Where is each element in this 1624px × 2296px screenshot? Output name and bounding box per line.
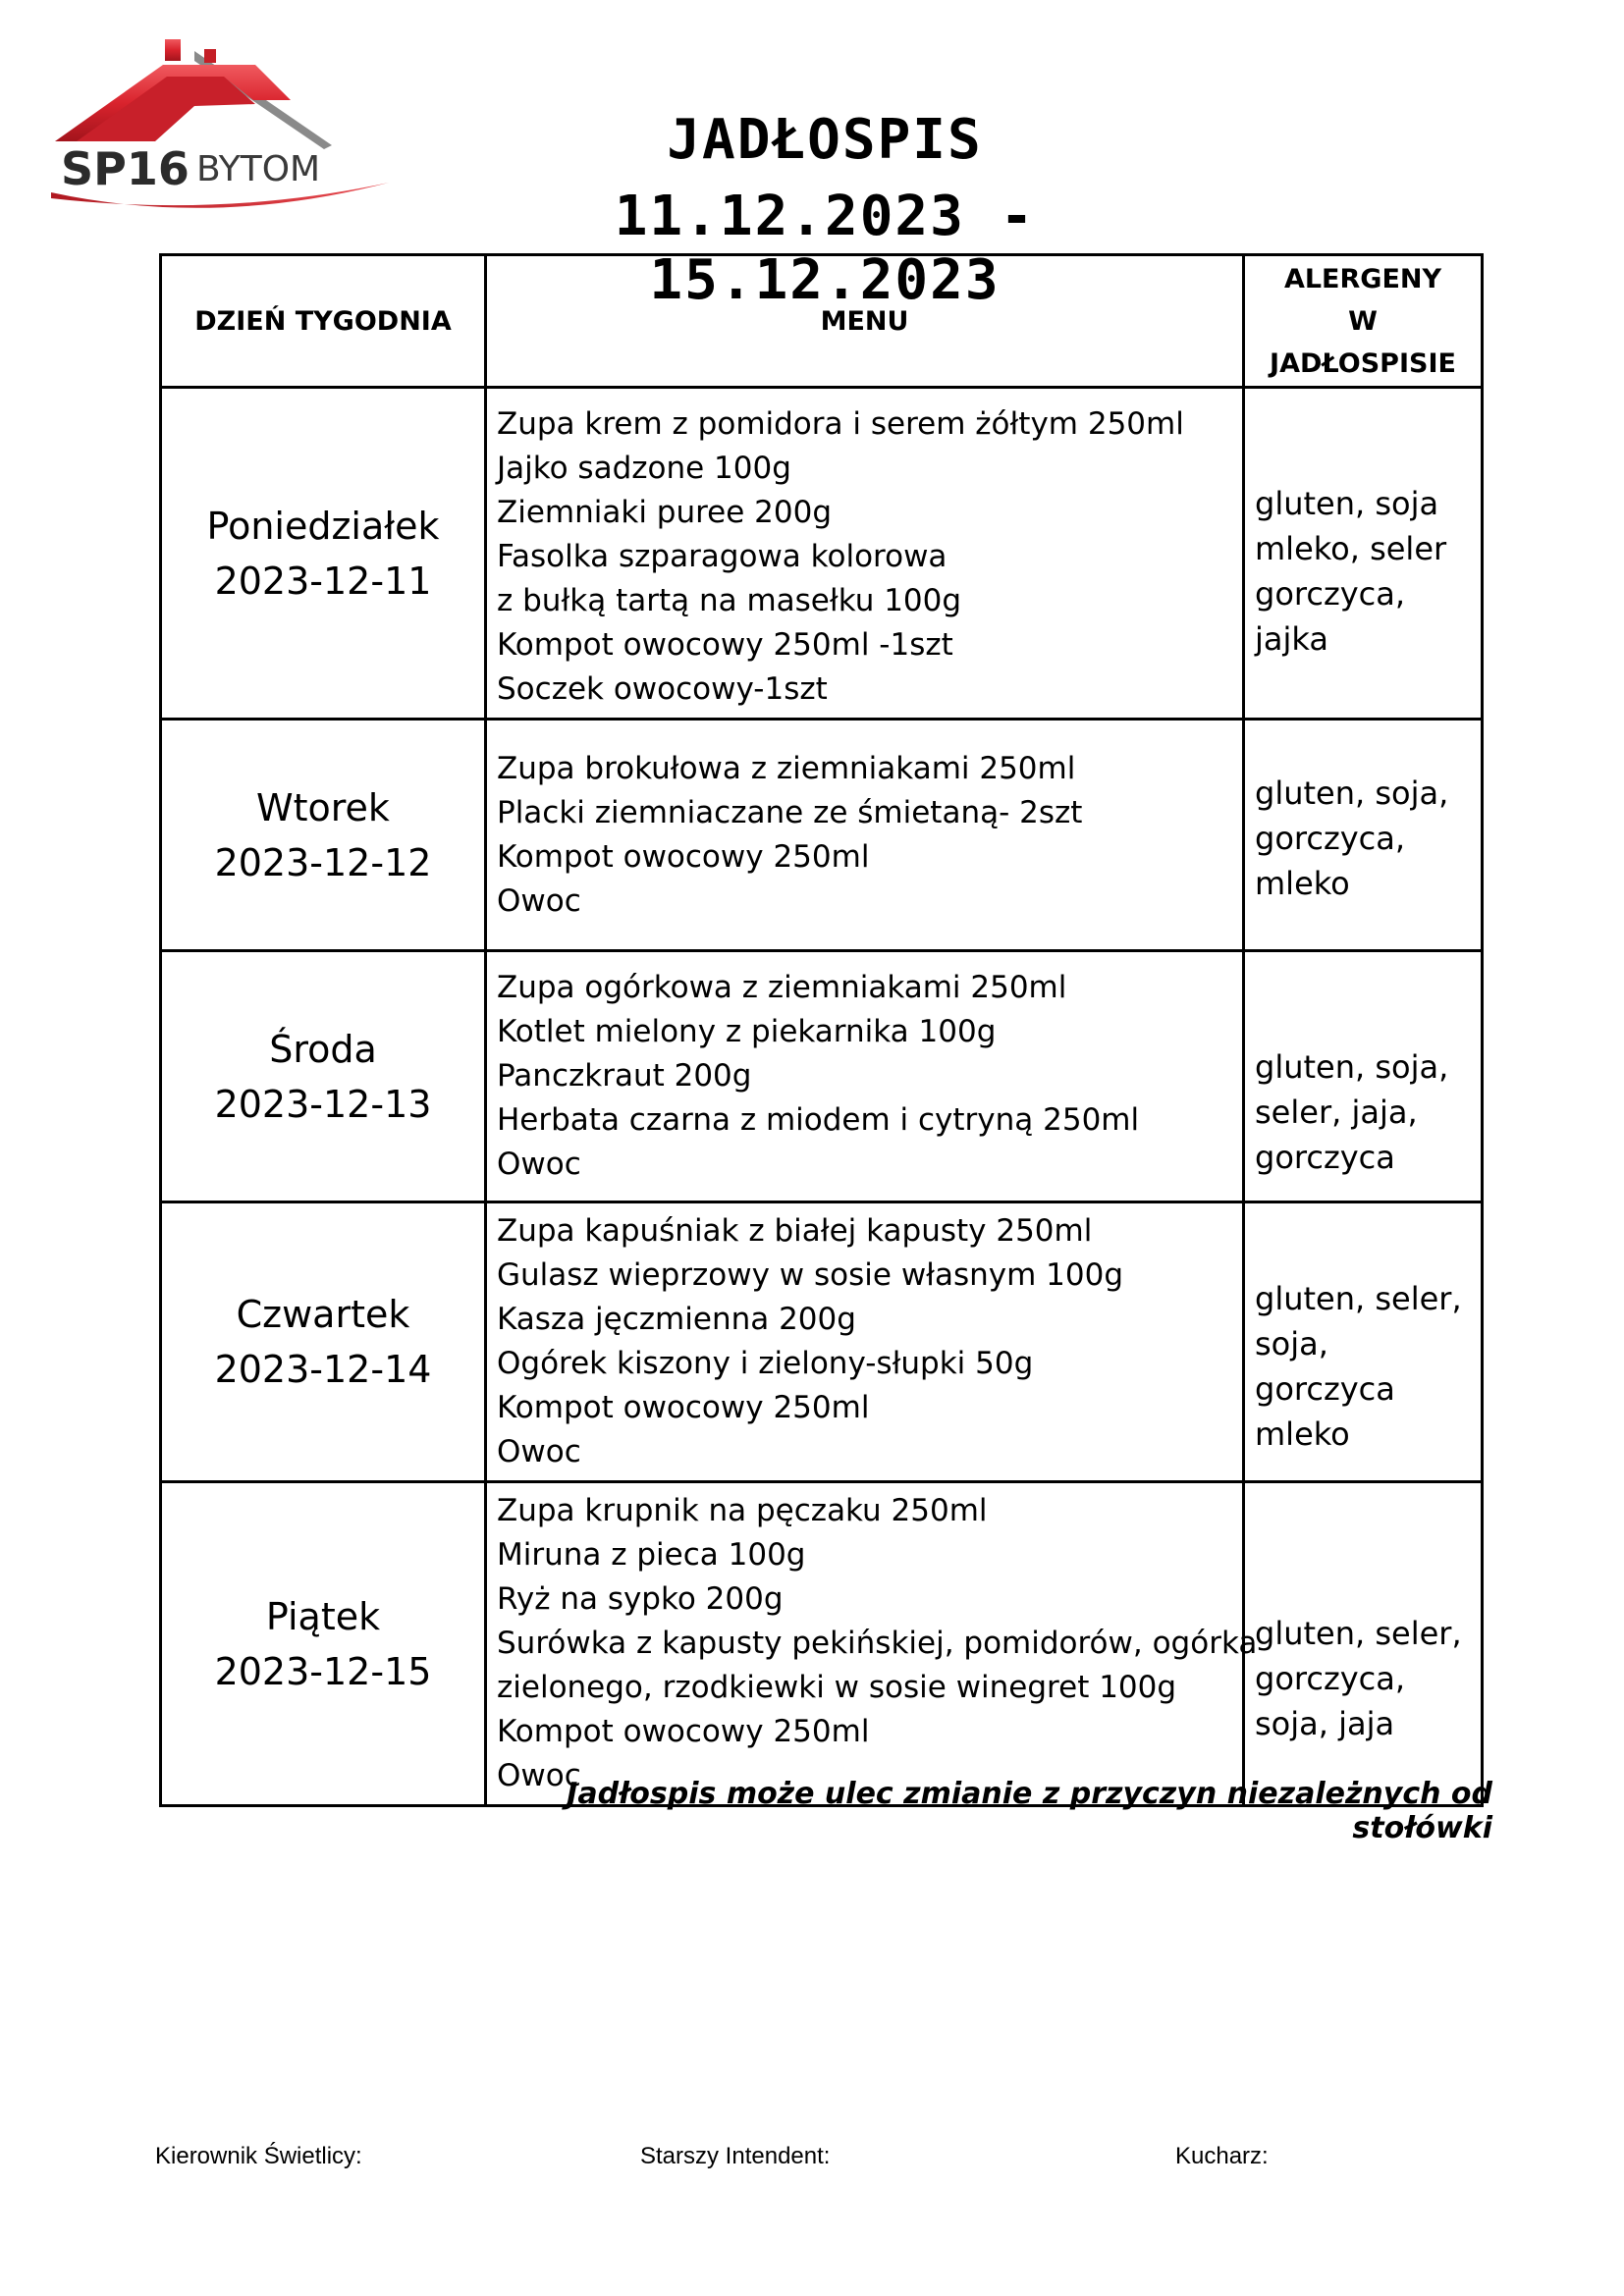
menu-cell <box>486 1202 1244 1482</box>
allergen-line: soja, <box>1255 1325 1328 1362</box>
allergen-line: mleko <box>1255 864 1350 902</box>
allergen-line: gluten, soja, <box>1255 774 1449 812</box>
allergens-cell <box>1244 388 1483 720</box>
table-row <box>161 1482 1483 1806</box>
menu-item: Owoc <box>497 1434 581 1469</box>
menu-item: Zupa krupnik na pęczaku 250ml <box>497 1493 988 1528</box>
menu-item: Miruna z pieca 100g <box>497 1537 806 1573</box>
menu-item: Herbata czarna z miodem i cytryną 250ml <box>497 1102 1140 1138</box>
allergens-cell <box>1244 720 1483 951</box>
disclaimer-note: Jadłospis może ulec zmianie z przyczyn niezależnych od stołówki <box>567 1777 1492 1845</box>
menu-item: Zupa ogórkowa z ziemniakami 250ml <box>497 970 1067 1005</box>
allergens-cell <box>1244 1202 1483 1482</box>
allergen-line: mleko, seler <box>1255 529 1447 567</box>
menu-item: Gulasz wieprzowy w sosie własnym 100g <box>497 1257 1124 1293</box>
day-name: Wtorek <box>256 785 390 829</box>
day-date: 2023-12-13 <box>214 1082 432 1126</box>
menu-item: Soczek owocowy-1szt <box>497 671 828 707</box>
table-row <box>161 951 1483 1202</box>
day-cell <box>161 1482 486 1806</box>
menu-cell <box>486 720 1244 951</box>
allergen-line: jajka <box>1255 619 1328 658</box>
day-cell <box>161 388 486 720</box>
menu-item: Ogórek kiszony i zielony-słupki 50g <box>497 1346 1034 1381</box>
menu-item: Owoc <box>497 882 581 919</box>
allergen-line: gorczyca, <box>1255 819 1406 857</box>
day-cell <box>161 951 486 1202</box>
allergen-line: gluten, seler, <box>1255 1280 1462 1317</box>
menu-item: Zupa krem z pomidora i serem żółtym 250ml <box>497 406 1184 442</box>
allergens-cell <box>1244 951 1483 1202</box>
header-allergens-line: JADŁOSPISIE <box>1270 347 1456 379</box>
menu-cell <box>486 388 1244 720</box>
day-name: Poniedziałek <box>206 504 440 548</box>
allergen-line: gorczyca <box>1255 1370 1395 1408</box>
menu-item: Kompot owocowy 250ml <box>497 1714 870 1749</box>
allergens-cell <box>1244 1482 1483 1806</box>
date-range: 11.12.2023 - 15.12.2023 <box>614 185 1036 312</box>
table-row <box>161 1202 1483 1482</box>
header-allergens <box>1244 255 1483 388</box>
menu-item: Owoc <box>497 1758 581 1793</box>
header-allergens-line: W <box>1348 305 1378 337</box>
menu-item: Zupa kapuśniak z białej kapusty 250ml <box>497 1213 1093 1249</box>
menu-cell <box>486 951 1244 1202</box>
menu-item: Panczkraut 200g <box>497 1058 752 1094</box>
signature-intendant: Starszy Intendent: <box>640 2143 831 2169</box>
header-day: DZIEŃ TYGODNIA <box>161 255 486 388</box>
menu-title: JADŁOSPIS <box>667 108 983 172</box>
day-name: Piątek <box>265 1594 381 1638</box>
day-cell <box>161 1202 486 1482</box>
allergen-line: seler, jaja, <box>1255 1093 1418 1131</box>
day-date: 2023-12-15 <box>214 1649 432 1693</box>
svg-text:BYTOM: BYTOM <box>196 149 321 189</box>
header-menu: MENU <box>486 255 1244 388</box>
menu-item: Kotlet mielony z piekarnika 100g <box>497 1014 997 1049</box>
menu-item: z bułką tartą na masełku 100g <box>497 583 962 618</box>
allergen-line: gluten, soja, <box>1255 1047 1449 1086</box>
menu-item: Kompot owocowy 250ml -1szt <box>497 627 953 663</box>
day-name: Czwartek <box>236 1293 410 1336</box>
menu-item: Placki ziemniaczane ze śmietaną- 2szt <box>497 794 1083 830</box>
header-allergens-line: ALERGENY <box>1283 263 1442 294</box>
allergen-line: gorczyca, <box>1255 1659 1406 1697</box>
menu-item: Surówka z kapusty pekińskiej, pomidorów, ogórka <box>497 1626 1258 1661</box>
table-header-row <box>161 255 1483 388</box>
allergen-line: gorczyca <box>1255 1138 1395 1176</box>
allergen-line: soja, jaja <box>1255 1704 1395 1742</box>
day-date: 2023-12-12 <box>214 840 432 884</box>
day-date: 2023-12-11 <box>214 559 432 603</box>
menu-item: Fasolka szparagowa kolorowa <box>497 539 947 574</box>
day-name: Środa <box>269 1027 377 1071</box>
menu-item: Kompot owocowy 250ml <box>497 1390 870 1425</box>
day-cell <box>161 720 486 951</box>
menu-item: Ryż na sypko 200g <box>497 1581 784 1617</box>
menu-item: Zupa brokułowa z ziemniakami 250ml <box>497 750 1076 786</box>
allergen-line: gluten, soja <box>1255 484 1439 522</box>
school-logo <box>47 35 401 212</box>
table-row <box>161 388 1483 720</box>
school-logo-graphic <box>47 35 401 212</box>
svg-text:SP16: SP16 <box>61 142 189 195</box>
allergen-line: gluten, seler, <box>1255 1614 1462 1652</box>
menu-item: Kasza jęczmienna 200g <box>497 1302 856 1337</box>
menu-item: Ziemniaki puree 200g <box>497 495 833 530</box>
signature-manager: Kierownik Świetlicy: <box>155 2143 362 2169</box>
table-row <box>161 720 1483 951</box>
day-date: 2023-12-14 <box>214 1348 432 1391</box>
allergen-line: gorczyca, <box>1255 574 1406 613</box>
menu-item: Owoc <box>497 1147 581 1182</box>
menu-table <box>159 253 1484 1807</box>
menu-item: Kompot owocowy 250ml <box>497 838 870 875</box>
allergen-line: mleko <box>1255 1415 1350 1453</box>
menu-cell <box>486 1482 1258 1806</box>
menu-item: Jajko sadzone 100g <box>497 451 791 486</box>
menu-item: zielonego, rzodkiewki w sosie winegret 100g <box>497 1670 1177 1705</box>
signature-cook: Kucharz: <box>1175 2143 1269 2169</box>
